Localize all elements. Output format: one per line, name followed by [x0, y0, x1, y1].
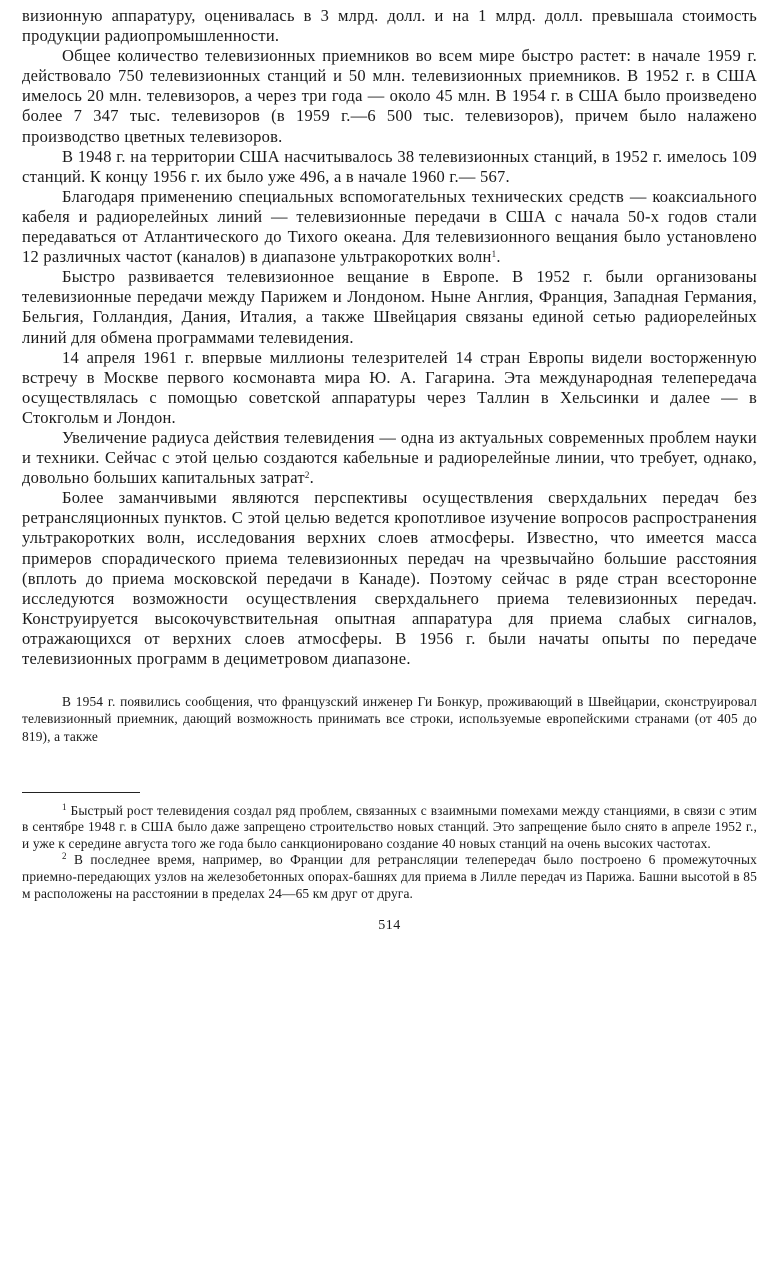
book-page — [22, 6, 757, 934]
main-text — [22, 6, 757, 669]
footnote-2 — [22, 852, 757, 902]
paragraph-8: Более заманчивыми являются перспективы осуществления сверхдальних передач без ретрансляционных пунктов. С этой целью ведется кропотливое изучение вопросов распространения ультракоротких волн, исследования верхних слоев атмосферы. Известно, что имеется масса примеров спорадического приема телевизионных передач на чрезвычайно большие расстояния (вплоть до приема московской передачи в Канаде). Поэтому сейчас в ряде стран всесторонне исследуются возможности осуществления сверхдальнего приема телевизионных передач. Конструируется высокочувствительная опытная аппаратура для приема слабых сигналов, отражающихся от верхних слоев атмосферы. В 1956 г. были начаты опыты по передаче телевизионных программ в дециметровом диапазоне. — [22, 488, 757, 668]
paragraph-1: визионную аппаратуру, оценивалась в 3 млрд. долл. и на 1 млрд. долл. превышала стоимость продукции радиопромышленности. — [22, 6, 757, 46]
paragraph-4-text: Благодаря применению специальных вспомогательных технических средств — коаксиального кабеля и радиорелейных линий — телевизионные передачи в США с начала 50-х годов стали передаваться от Атлантического до Тихого океана. Для телевизионного вещания было установлено 12 различных частот (каналов) в диапазоне ультракоротких волн — [22, 186, 757, 267]
footnote-2-mark: 2 — [62, 851, 67, 862]
paragraph-4-end: . — [496, 247, 501, 267]
paragraph-7 — [22, 428, 757, 488]
paragraph-3: В 1948 г. на территории США насчитывалось 38 телевизионных станций, в 1952 г. имелось 109 станций. К концу 1956 г. их было уже 496, а в начале 1960 г.— 567. — [22, 146, 757, 186]
footnote-1-text: Быстрый рост телевидения создал ряд проблем, связанных с взаимными помехами между станциями, в связи с этим в сентябре 1948 г. в США было даже запрещено строительство новых станций. Это запрещение было снято в апреле 1952 г., и уже к середине августа того же года было санкционировано создание 40 новых станций на очень высоких частотах. — [22, 802, 757, 851]
footnote-divider — [22, 792, 140, 793]
paragraph-4 — [22, 187, 757, 267]
small-print-block — [22, 693, 757, 745]
footnote-1 — [22, 803, 757, 853]
paragraph-7-end: . — [309, 468, 314, 488]
paragraph-2: Общее количество телевизионных приемников во всем мире быстро растет: в начале 1959 г. действовало 750 телевизионных станций и 50 млн. телевизионных приемников. В 1952 г. в США имелось 20 млн. телевизоров, а через три года — около 45 млн. В 1954 г. в США было произведено более 7 347 тыс. телевизоров (в 1959 г.—6 500 тыс. телевизоров), причем было налажено производство цветных телевизоров. — [22, 46, 757, 146]
page-number: 514 — [378, 918, 401, 934]
footnote-ref-2[interactable]: 2 — [304, 470, 310, 481]
small-print-paragraph: В 1954 г. появились сообщения, что французский инженер Ги Бонкур, проживающий в Швейцарии, сконструировал телевизионный приемник, дающий возможность принимать все строки, используемые европейскими странами (от 405 до 819), а также — [22, 694, 757, 744]
paragraph-6: 14 апреля 1961 г. впервые миллионы телезрителей 14 стран Европы видели восторженную встречу в Москве первого космонавта мира Ю. А. Гагарина. Эта международная телепередача осуществлялась с помощью советской аппаратуры через Таллин в Хельсинки и далее — в Стокгольм и Лондон. — [22, 347, 757, 427]
footnotes — [22, 803, 757, 903]
footnote-ref-1[interactable]: 1 — [491, 249, 497, 260]
footnote-2-text: В последнее время, например, во Франции для ретрансляции телепередач было построено 6 промежуточных приемно-передающих узлов на железобетонных опорах-башнях для приема в Лилле передач из Парижа. Башни высотой в 85 м расположены на расстоянии в пределах 24—65 км друг от друга. — [22, 852, 757, 901]
paragraph-7-text: Увеличение радиуса действия телевидения — одна из актуальных современных проблем науки и техники. Сейчас с этой целью создаются кабельные и радиорелейные линии, что требует, однако, довольно больших капитальных затрат — [22, 427, 757, 488]
paragraph-5: Быстро развивается телевизионное вещание в Европе. В 1952 г. были организованы телевизионные передачи между Парижем и Лондоном. Ныне Англия, Франция, Западная Германия, Бельгия, Голландия, Дания, Италия, а также Швейцария связаны единой сетью радиорелейных линий для обмена программами телевидения. — [22, 267, 757, 347]
footnote-1-mark: 1 — [62, 801, 67, 812]
